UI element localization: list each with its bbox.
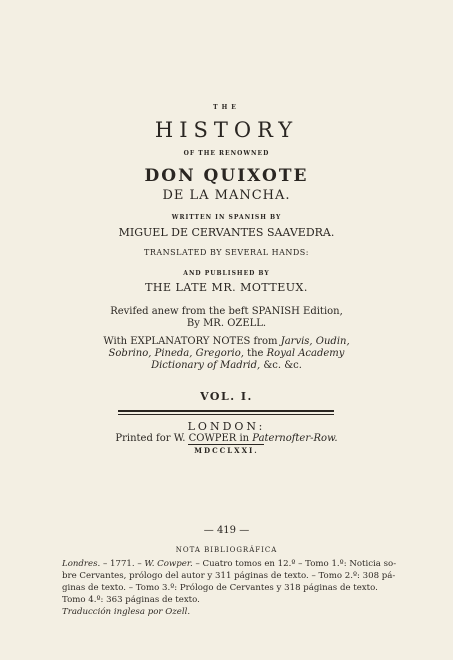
imprint-printer-roman: Printed for W. COWPER in — [115, 433, 253, 444]
written-by-line: WRITTEN IN SPANISH BY — [171, 214, 282, 221]
notes-line-3-roman: &c. &c. — [260, 360, 302, 371]
title-the: THE — [213, 104, 240, 111]
bib-line-1 — [62, 559, 396, 569]
notes-line-2-roman: the — [243, 348, 267, 359]
bib-line-4: Tomo 4.º: 363 páginas de texto. — [62, 595, 200, 605]
notes-line-2-italic-b: Royal Academy — [266, 348, 345, 359]
imprint-place: LONDON: — [187, 420, 266, 433]
bib-line-3: ginas de texto. – Tomo 3.º: Prólogo de Cervantes y 318 páginas de texto. — [62, 583, 378, 593]
bib-year: – 1771. – — [100, 559, 145, 569]
bib-line-5: Traducción inglesa por Ozell. — [62, 607, 191, 617]
bib-publisher: W. Cowper. — [144, 559, 193, 569]
title-don-quixote: DON QUIXOTE — [144, 166, 309, 186]
notes-line-2-italic-a: Sobrino, Pineda, Gregorio, — [108, 348, 244, 359]
bib-place: Londres. — [62, 559, 101, 569]
revised-line-2: By MR. OZELL. — [186, 318, 267, 329]
bib-line-2: bre Cervantes, prólogo del autor y 311 páginas de texto. – Tomo 2.º: 308 pá- — [62, 571, 396, 581]
title-de-la-mancha: DE LA MANCHA. — [162, 188, 291, 203]
notes-line-1-roman: With EXPLANATORY NOTES from — [103, 336, 281, 347]
imprint-printer-italic: Paternofter-Row. — [252, 433, 338, 444]
date-rule — [188, 444, 264, 445]
notes-line-1-italic: Jarvis, Oudin, — [280, 336, 350, 347]
bib-volumes: – Cuatro tomos en 12.º – Tomo 1.º: Noticia so- — [192, 559, 397, 569]
title-history: HISTORY — [154, 118, 299, 142]
volume-label: VOL. I. — [200, 390, 253, 403]
published-by-line: AND PUBLISHED BY — [183, 270, 270, 277]
revised-line-1: Revifed anew from the beft SPANISH Edition, — [110, 306, 343, 317]
author-name: MIGUEL DE CERVANTES SAAVEDRA. — [118, 226, 335, 239]
double-rule-thin — [118, 414, 334, 415]
translator-name: THE LATE MR. MOTTEUX. — [145, 281, 308, 294]
notes-line-3-italic: Dictionary of Madrid, — [151, 360, 261, 371]
notes-line-2 — [0, 348, 453, 359]
page-number: — 419 — — [203, 525, 250, 536]
imprint-year: MDCCLXXI. — [194, 446, 259, 455]
translated-line: TRANSLATED BY SEVERAL HANDS: — [144, 248, 309, 257]
notes-line-1 — [0, 336, 453, 347]
double-rule-thick — [118, 410, 334, 412]
bibliographic-heading: NOTA BIBLIOGRÁFICA — [175, 546, 278, 554]
notes-line-3 — [0, 360, 453, 371]
title-of-renowned: OF THE RENOWNED — [183, 150, 270, 157]
imprint-printer — [0, 433, 453, 444]
